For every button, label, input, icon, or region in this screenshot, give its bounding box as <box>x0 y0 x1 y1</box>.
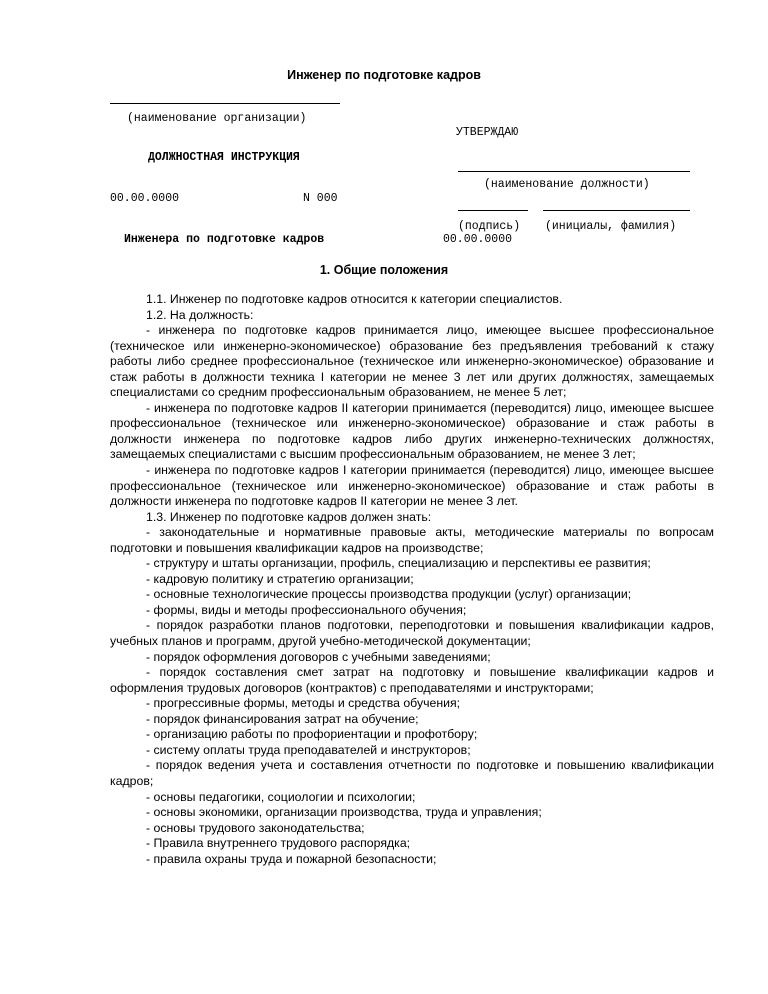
paragraph: - формы, виды и методы профессионального обучения; <box>146 602 467 617</box>
paragraph: - структуру и штаты организации, профиль, специализацию и перспективы ее развития; <box>146 556 651 571</box>
organization-caption: (наименование организации) <box>127 112 307 125</box>
paragraph: 1.3. Инженер по подготовке кадров должен знать: <box>146 509 432 524</box>
organization-name-line <box>110 103 340 104</box>
section-title: 1. Общие положения <box>319 263 449 277</box>
paragraph: - инженера по подготовке кадров принимается лицо, имеющее высшее профессиональное (техническое или инженерно-экономическое) образование без предъявления требований к стажу работы либо среднее профессиональное (техническое или инженерно-экономическое) образование и стаж работы в должности техника I категории не менее 3 лет или других должностях, замещаемых специалистами со средним профессиональным образованием, не менее 5 лет; <box>110 323 714 400</box>
paragraph: - инженера по подготовке кадров I категории принимается (переводится) лицо, имеющее высшее профессиональное (техническое или инженерно-экономическое) образование и стаж работы в должности инженера по подготовке кадров II категории не менее 3 лет. <box>110 463 714 509</box>
paragraph: - систему оплаты труда преподавателей и инструкторов; <box>146 742 471 757</box>
paragraph: - основные технологические процессы производства продукции (услуг) организации; <box>146 587 632 602</box>
signature-caption: (подпись) <box>458 220 521 233</box>
approval-date: 00.00.0000 <box>443 233 513 246</box>
paragraph: - основы трудового законодательства; <box>146 820 365 835</box>
approver-position-caption: (наименование должности) <box>484 178 650 191</box>
paragraph: - порядок ведения учета и составления отчетности по подготовке и повышению квалификации кадров; <box>110 758 714 788</box>
paragraph: - законодательные и нормативные правовые акты, методические материалы по вопросам подготовки и повышения квалификации кадров на производстве; <box>110 525 714 555</box>
paragraph: - правила охраны труда и пожарной безопасности; <box>146 851 437 866</box>
document-body <box>110 292 714 867</box>
paragraph: - порядок составления смет затрат на подготовку и повышение квалификации кадров и оформления трудовых договоров (контрактов) с преподавателями и инструкторами; <box>110 665 714 695</box>
paragraph: 1.1. Инженер по подготовке кадров относится к категории специалистов. <box>146 292 563 306</box>
paragraph: - основы экономики, организации производства, труда и управления; <box>146 805 542 820</box>
paragraph: - порядок финансирования затрат на обучение; <box>146 711 419 726</box>
instruction-heading: ДОЛЖНОСТНАЯ ИНСТРУКЦИЯ <box>148 151 300 164</box>
approver-position-line <box>458 171 690 172</box>
paragraph: - инженера по подготовке кадров II категории принимается (переводится) лицо, имеющее высшее профессиональное (техническое или инженерно-экономическое) образование и стаж работы в должности инженера по подготовке кадров либо других инженерно-технических должностях, замещаемых специалистами с высшим профессиональным образованием, не менее 3 лет; <box>110 400 714 462</box>
position-name: Инженера по подготовке кадров <box>124 233 325 246</box>
paragraph: - Правила внутреннего трудового распорядка; <box>146 836 411 851</box>
approver-name-caption: (инициалы, фамилия) <box>545 220 677 233</box>
document-number: N 000 <box>303 192 338 205</box>
paragraph: - основы педагогики, социологии и психологии; <box>146 789 416 804</box>
paragraph: 1.2. На должность: <box>146 307 254 322</box>
paragraph: - организацию работы по профориентации и профотбору; <box>146 727 478 742</box>
approver-name-line <box>543 210 690 211</box>
document-title: Инженер по подготовке кадров <box>287 68 481 82</box>
document-date: 00.00.0000 <box>110 192 180 205</box>
approve-label: УТВЕРЖДАЮ <box>456 126 519 139</box>
signature-line <box>458 210 528 211</box>
paragraph: - прогрессивные формы, методы и средства обучения; <box>146 696 461 711</box>
paragraph: - порядок оформления договоров с учебными заведениями; <box>146 649 491 664</box>
paragraph: - кадровую политику и стратегию организации; <box>146 571 414 586</box>
paragraph: - порядок разработки планов подготовки, переподготовки и повышения квалификации кадров, учебных планов и программ, другой учебно-методической документации; <box>110 618 714 649</box>
